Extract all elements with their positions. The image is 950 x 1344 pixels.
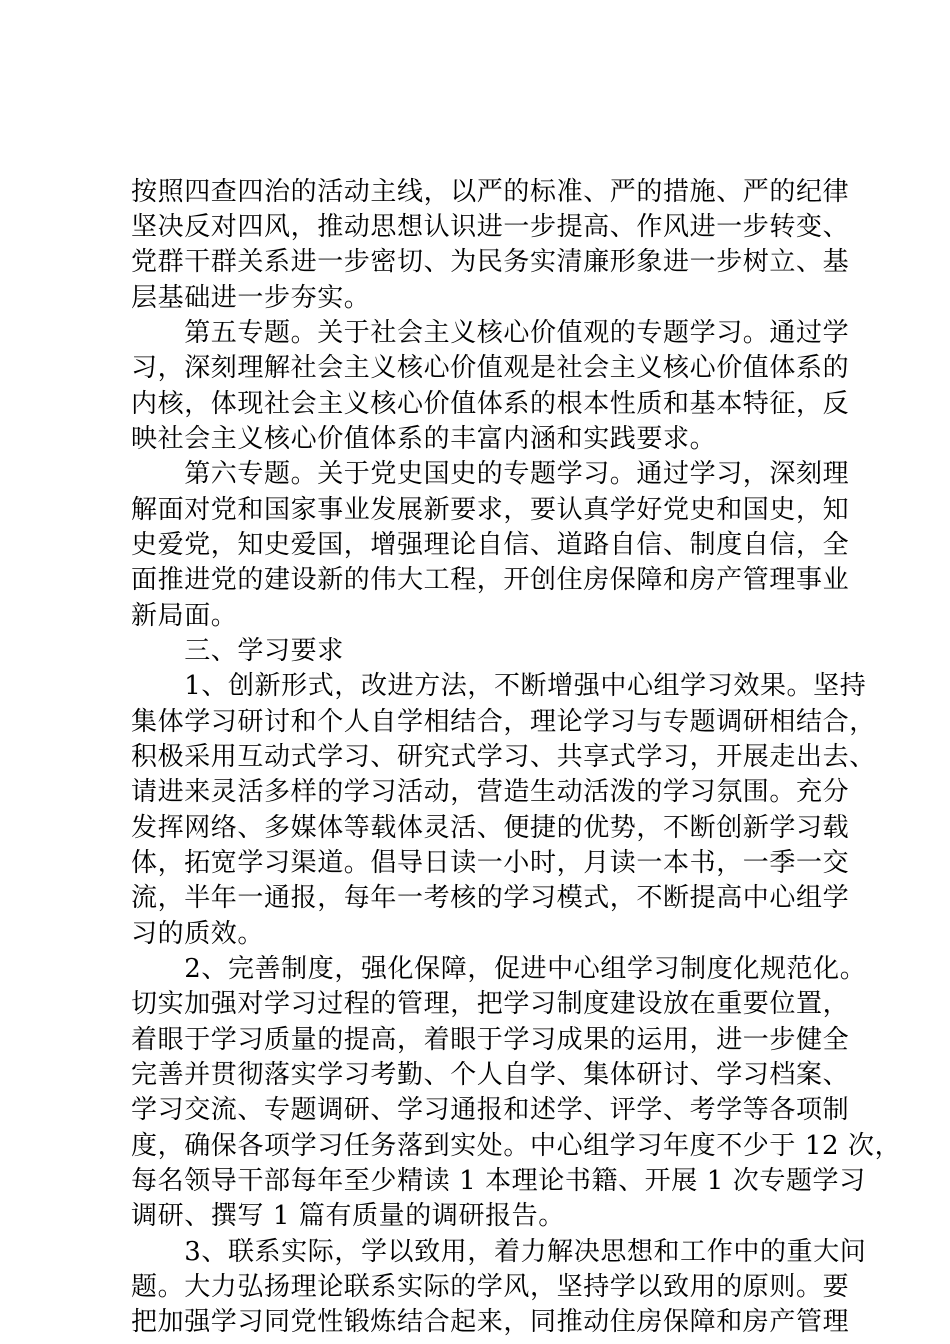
- text-line: 调研、撰写 1 篇有质量的调研报告。: [131, 1201, 565, 1231]
- text-line: 把加强学习同党性锻炼结合起来，同推动住房保障和房产管理: [131, 1307, 850, 1337]
- text-line: 完善并贯彻落实学习考勤、个人自学、集体研讨、学习档案、: [131, 1060, 850, 1090]
- text-line: 习的质效。: [131, 919, 265, 949]
- text-line: 党群干群关系进一步密切、为民务实清廉形象进一步树立、基: [131, 247, 850, 277]
- text-line: 坚决反对四风，推动思想认识进一步提高、作风进一步转变、: [131, 212, 850, 242]
- text-line: 新局面。: [131, 601, 238, 631]
- text-line: 切实加强对学习过程的管理，把学习制度建设放在重要位置，: [131, 989, 850, 1019]
- text-line: 习，深刻理解社会主义核心价值观是社会主义核心价值体系的: [131, 353, 850, 383]
- text-line: 1、创新形式，改进方法，不断增强中心组学习效果。坚持: [131, 671, 867, 701]
- text-line: 着眼于学习质量的提高，着眼于学习成果的运用，进一步健全: [131, 1025, 850, 1055]
- text-line: 映社会主义核心价值体系的丰富内涵和实践要求。: [131, 424, 717, 454]
- text-line: 3、联系实际，学以致用，着力解决思想和工作中的重大问: [131, 1237, 867, 1267]
- text-line: 请进来灵活多样的学习活动，营造生动活泼的学习氛围。充分: [131, 777, 850, 807]
- text-line: 积极采用互动式学习、研究式学习、共享式学习，开展走出去、: [131, 742, 876, 772]
- text-line: 集体学习研讨和个人自学相结合，理论学习与专题调研相结合，: [131, 707, 876, 737]
- text-line: 面推进党的建设新的伟大工程，开创住房保障和房产管理事业: [131, 565, 850, 595]
- text-line: 2、完善制度，强化保障，促进中心组学习制度化规范化。: [131, 954, 867, 984]
- text-line: 体，拓宽学习渠道。倡导日读一小时，月读一本书，一季一交: [131, 848, 850, 878]
- text-line: 流，半年一通报，每年一考核的学习模式，不断提高中心组学: [131, 883, 850, 913]
- text-line: 史爱党，知史爱国，增强理论自信、道路自信、制度自信，全: [131, 530, 850, 560]
- text-line: 层基础进一步夯实。: [131, 283, 371, 313]
- text-line: 内核，体现社会主义核心价值体系的根本性质和基本特征，反: [131, 389, 850, 419]
- text-line: 度，确保各项学习任务落到实处。中心组学习年度不少于 12 次，: [131, 1131, 902, 1161]
- text-line: 解面对党和国家事业发展新要求，要认真学好党史和国史，知: [131, 495, 850, 525]
- text-line: 题。大力弘扬理论联系实际的学风，坚持学以致用的原则。要: [131, 1272, 850, 1302]
- text-line: 发挥网络、多媒体等载体灵活、便捷的优势，不断创新学习载: [131, 813, 850, 843]
- text-line: 学习交流、专题调研、学习通报和述学、评学、考学等各项制: [131, 1095, 850, 1125]
- text-line: 第五专题。关于社会主义核心价值观的专题学习。通过学: [131, 318, 850, 348]
- text-line: 每名领导干部每年至少精读 1 本理论书籍、开展 1 次专题学习: [131, 1166, 866, 1196]
- text-line: 第六专题。关于党史国史的专题学习。通过学习，深刻理: [131, 459, 850, 489]
- text-line: 按照四查四治的活动主线，以严的标准、严的措施、严的纪律: [131, 177, 850, 207]
- section-heading: 三、学习要求: [131, 636, 344, 666]
